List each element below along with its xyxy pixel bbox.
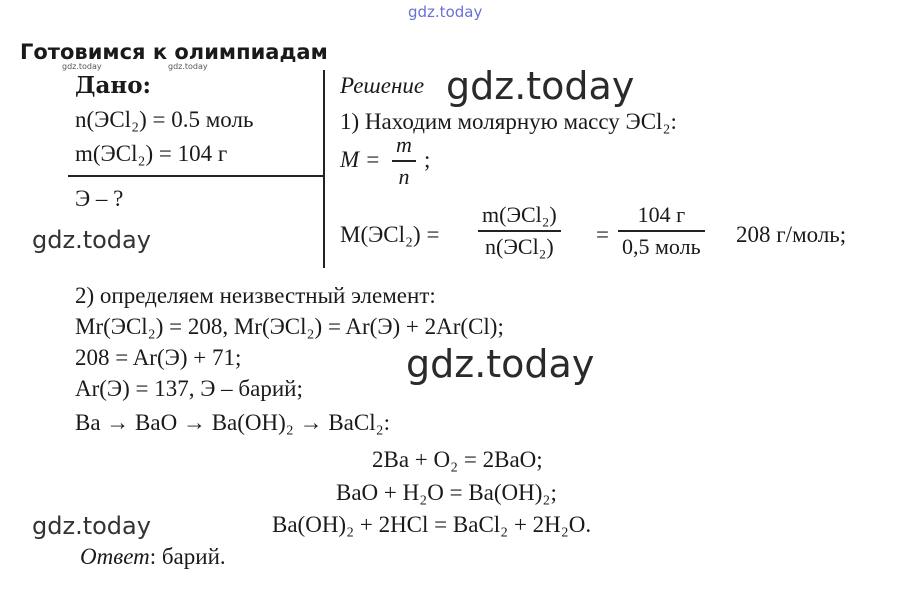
answer-label: Ответ — [80, 544, 150, 569]
calc-fraction-2 — [618, 202, 705, 260]
calc-result: 208 г/моль; — [736, 222, 847, 247]
solution-step-2: 2) определяем неизвестный элемент: — [75, 283, 436, 308]
answer-value: : барий. — [149, 544, 226, 569]
calc-fraction-1 — [478, 202, 561, 260]
solution-header: Решение — [340, 73, 425, 98]
molar-mass-formula-lhs: M = — [340, 147, 381, 172]
solution-step-1: 1) Находим молярную массу ЭCl₂: — [340, 109, 677, 134]
fraction-denominator: 0,5 моль — [622, 233, 701, 259]
given-line-2: m(ЭCl₂) = 104 г — [75, 141, 228, 166]
watermark-small-2: gdz.today — [168, 62, 208, 71]
watermark-left-1: gdz.today — [32, 226, 151, 254]
calc-lhs: M(ЭCl₂) = — [340, 222, 440, 247]
fraction-bar — [478, 230, 561, 232]
watermark-top: gdz.today — [408, 3, 483, 21]
given-line-1: n(ЭCl₂) = 0.5 моль — [75, 107, 254, 132]
fraction-numerator: m(ЭCl₂) — [482, 202, 557, 227]
molar-mass-formula-tail: ; — [424, 147, 431, 172]
watermark-solution: gdz.today — [446, 64, 635, 108]
fraction-denominator: n(ЭCl₂) — [485, 233, 554, 259]
reaction-2: BaO + H₂O = Ba(OH)₂; — [336, 480, 557, 505]
fraction-numerator: 104 г — [637, 202, 686, 227]
equation-208: 208 = Ar(Э) + 71; — [75, 345, 242, 370]
calc-equals: = — [596, 222, 609, 247]
given-vertical-divider — [323, 70, 325, 268]
fraction-bar — [392, 160, 416, 162]
fraction-bar — [618, 230, 705, 232]
fraction-numerator: m — [396, 132, 412, 157]
molecular-mass-line: Mr(ЭCl₂) = 208, Mr(ЭCl₂) = Ar(Э) + 2Ar(Cl); — [75, 314, 504, 339]
given-divider — [68, 175, 324, 177]
molar-mass-fraction — [392, 132, 416, 190]
atomic-mass-line: Ar(Э) = 137, Э – барий; — [75, 376, 303, 401]
given-header: Дано: — [75, 72, 152, 99]
given-find: Э – ? — [75, 186, 124, 211]
answer-line — [80, 544, 226, 570]
reaction-3: Ba(OH)₂ + 2HCl = BaCl₂ + 2H₂O. — [272, 512, 592, 537]
reaction-1: 2Ba + O₂ = 2BaO; — [372, 447, 543, 472]
page-title: Готовимся к олимпиадам — [20, 40, 328, 64]
watermark-left-2: gdz.today — [32, 512, 151, 540]
watermark-center: gdz.today — [406, 342, 595, 386]
watermark-small-1: gdz.today — [62, 62, 102, 71]
reaction-chain: Ba → BaO → Ba(OH)₂ → BaCl₂: — [75, 410, 391, 435]
fraction-denominator: n — [398, 163, 410, 189]
